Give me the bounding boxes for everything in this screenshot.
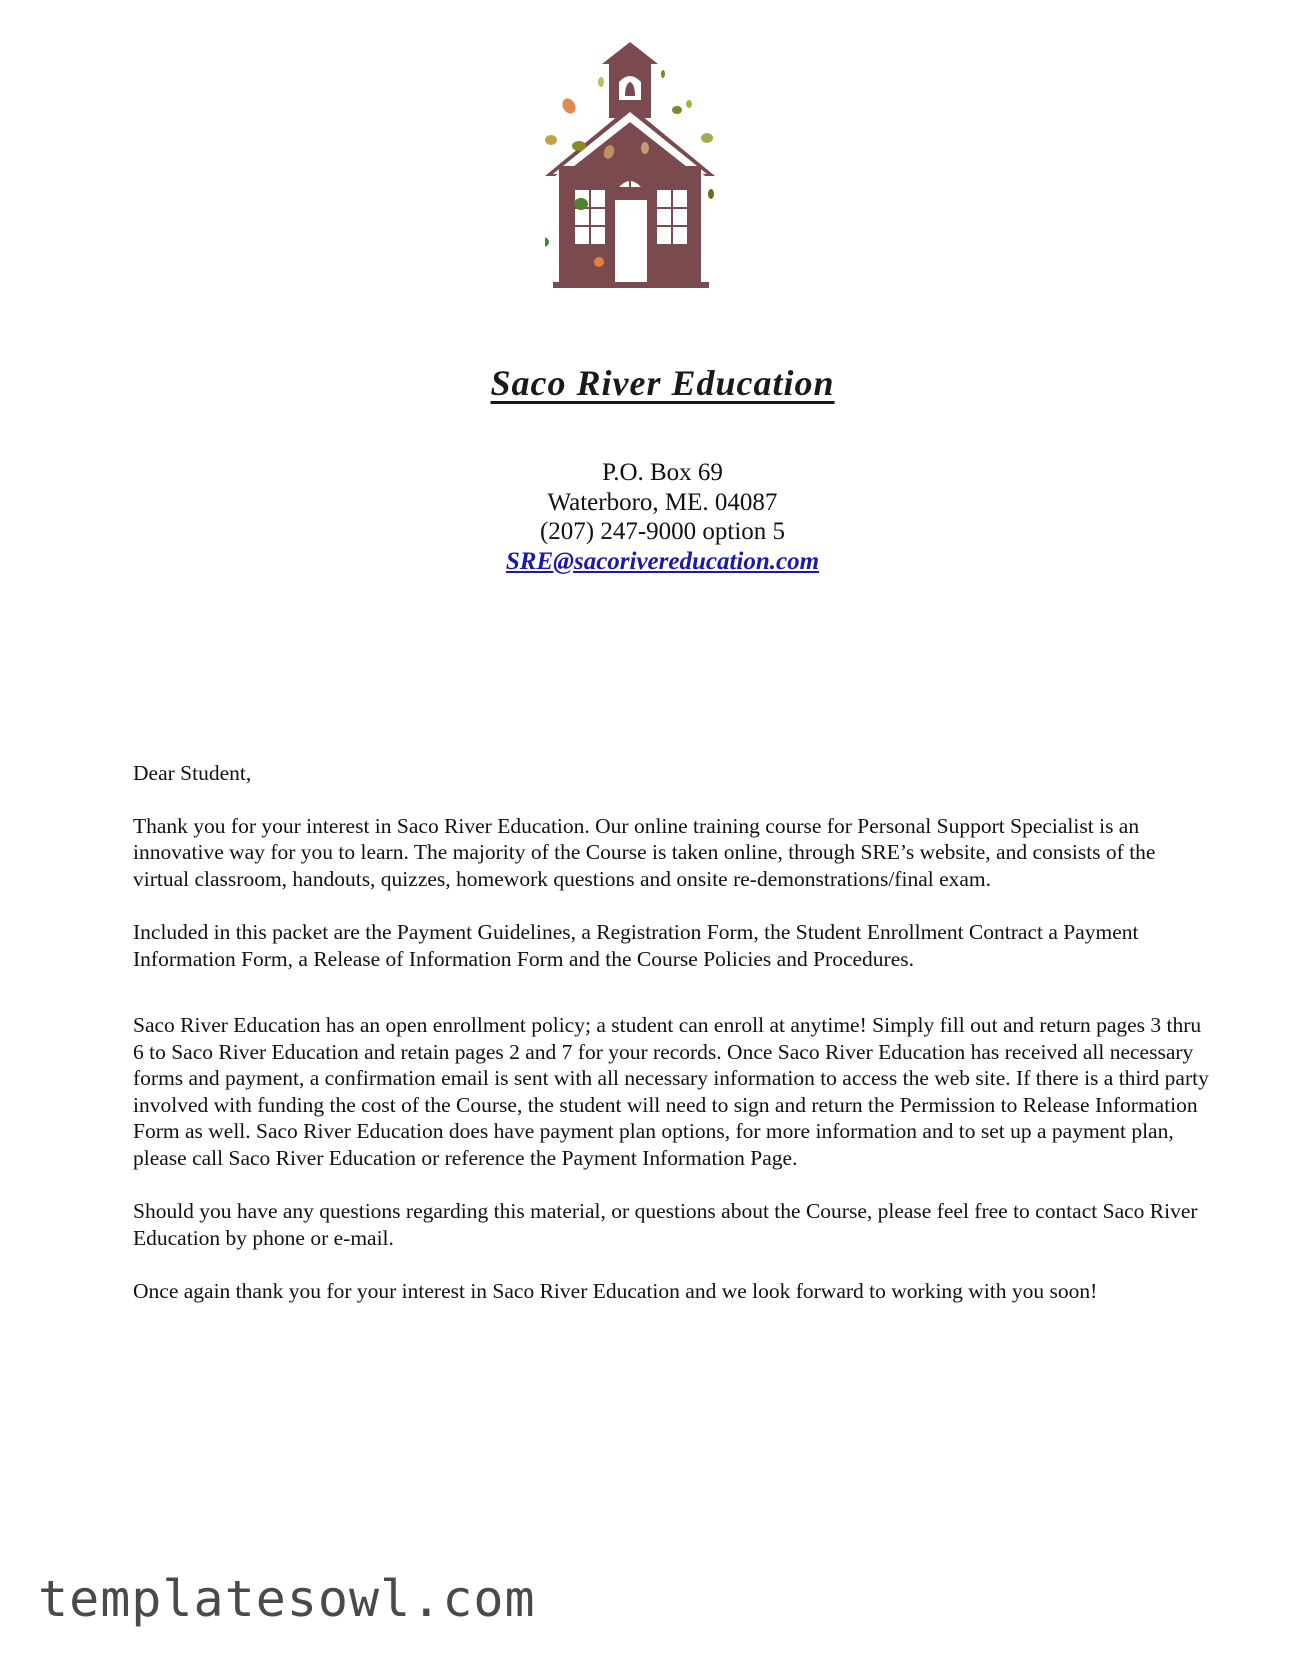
schoolhouse-logo [545,38,775,308]
letter-body [133,760,1213,1305]
letter-paragraph: Once again thank you for your interest in Saco River Education and we look forward to working with you soon! [133,1279,1098,1303]
phone-number: (207) 247-9000 option 5 [539,518,786,545]
watermark: templatesowl.com [38,1570,536,1628]
letter-paragraph: Included in this packet are the Payment Guidelines, a Registration Form, the Student Enrollment Contract a Payment Information Form, a Release of Information Form and the Course Policies and Procedures. [133,920,1139,971]
address-line-1: P.O. Box 69 [602,459,723,486]
letter-paragraph: Should you have any questions regarding this material, or questions about the Course, please feel free to contact Saco River Education by phone or e-mail. [133,1199,1198,1250]
letter-paragraph: Saco River Education has an open enrollment policy; a student can enroll at anytime! Simply fill out and return pages 3 thru 6 to Saco River Education and retain pages 2 and 7 for your records. Once Saco River Education has received all necessary forms and payment, a confirmation email is sent with all necessary information to access the web site. If there is a third party involved with funding the cost of the Course, the student will need to sign and return the Permission to Release Information Form as well. Saco River Education does have payment plan options, for more information and to set up a payment plan, please call Saco River Education or reference the Payment Information Page. [133,1013,1209,1170]
letter-greeting: Dear Student, [133,761,252,785]
organization-name: Saco River Education [490,363,835,403]
email-link[interactable]: SRE@sacorivereducation.com [505,547,820,575]
contact-block [0,458,1290,576]
address-line-2: Waterboro, ME. 04087 [547,488,778,516]
letter-paragraph: Thank you for your interest in Saco River Education. Our online training course for Personal Support Specialist is an innovative way for you to learn. The majority of the Course is taken online, through SRE’s website, and consists of the virtual classroom, handouts, quizzes, homework questions and onsite re-demonstrations/final exam. [133,813,1156,891]
